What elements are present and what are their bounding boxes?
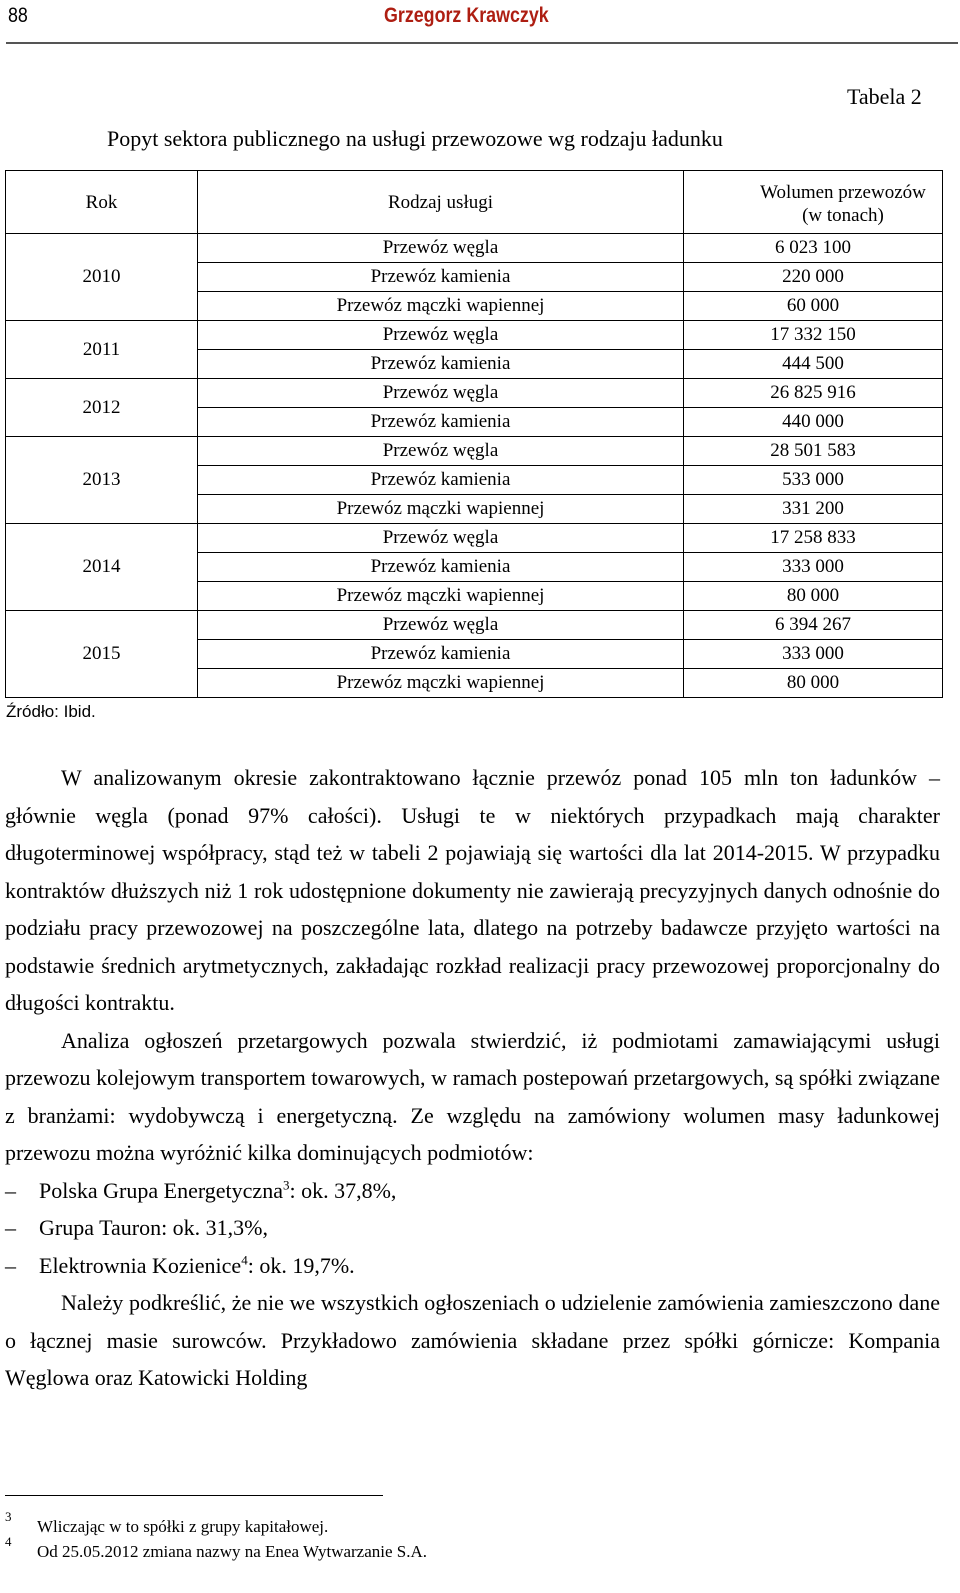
author-name: Grzegorz Krawczyk [384,4,549,27]
col-header-rodzaj: Rodzaj usługi [198,171,684,234]
year-cell: 2012 [6,379,198,437]
volume-cell: 440 000 [684,408,943,437]
paragraph-3: Należy podkreślić, że nie we wszystkich ogłoszeniach o udzielenie zamówienia zamieszczono dane o łącznej masie surowców. Przykładowo zamówienia składane przez spółki górnicze: Kompania Węglowa oraz Katowicki Holding [5,1290,940,1390]
volume-cell: 80 000 [684,669,943,698]
service-cell: Przewóz kamienia [198,553,684,582]
year-cell: 2015 [6,611,198,698]
table-row [6,437,943,466]
volume-cell: 80 000 [684,582,943,611]
volume-cell: 17 332 150 [684,321,943,350]
table-row [6,379,943,408]
volume-cell: 220 000 [684,263,943,292]
list-dash: – [5,1177,16,1203]
table-row [6,321,943,350]
service-cell: Przewóz węgla [198,321,684,350]
col-header-rok: Rok [6,171,198,234]
volume-cell: 26 825 916 [684,379,943,408]
service-cell: Przewóz kamienia [198,350,684,379]
page-number: 88 [8,4,28,27]
list-item-text: Grupa Tauron: ok. 31,3%, [39,1215,269,1240]
paragraph-2: Analiza ogłoszeń przetargowych pozwala stwierdzić, iż podmiotami zamawiającymi usługi przewozu kolejowym transportem towarowych, w ramach postepowań przetargowych, są spółki związane z branżami: wydobywczą i energetyczną. Ze względu na zamówiony wolumen masy ładunkowej przewozu można wyróżnić kilka dominujących podmiotów: [5,1027,940,1165]
table-row [6,611,943,640]
list-item [5,1247,940,1285]
col-header-wolumen-line2: (w tonach) [802,205,884,226]
footnote-number: 3 [5,1509,12,1524]
service-cell: Przewóz węgla [198,524,684,553]
year-cell: 2013 [6,437,198,524]
volume-cell: 533 000 [684,466,943,495]
volume-cell: 333 000 [684,640,943,669]
body-text [5,759,940,1397]
service-cell: Przewóz mączki wapiennej [198,495,684,524]
volume-cell: 60 000 [684,292,943,321]
table-label: Tabela 2 [847,84,922,109]
list-item [5,1172,940,1210]
year-cell: 2014 [6,524,198,611]
table-source: Źródło: Ibid. [6,702,96,721]
paragraph-1: W analizowanym okresie zakontraktowano łącznie przewóz ponad 105 mln ton ładunków – głównie węgla (ponad 97% całości). Usługi te w niektórych przypadkach mają charakter długoterminowej współpracy, stąd też w tabeli 2 pojawiają się wartości dla lat 2014-2015. W przypadku kontraktów dłuższych niż 1 rok udostępnione dokumenty nie zawierają precyzyjnych danych odnośnie do podziału pracy przewozowej na poszczególne lata, dlatego na potrzeby badawcze przyjęto wartości na podstawie średnich arytmetycznych, zakładając rozkład realizacji pracy przewozowej proporcjonalny do długości kontraktu. [5,765,940,1015]
volume-cell: 6 394 267 [684,611,943,640]
list-item-rest: : ok. 37,8%, [289,1177,397,1203]
service-cell: Przewóz mączki wapiennej [198,582,684,611]
data-table [5,170,943,698]
footnote-number: 4 [5,1534,12,1549]
table-row [6,524,943,553]
service-cell: Przewóz kamienia [198,263,684,292]
volume-cell: 331 200 [684,495,943,524]
col-header-wolumen-line1: Wolumen przewozów [760,182,926,203]
list-item-text: Elektrownia Kozienice [39,1252,242,1278]
footnote-ref: 4 [241,1252,248,1268]
list-item [5,1209,940,1247]
service-cell: Przewóz mączki wapiennej [198,669,684,698]
year-cell: 2010 [6,234,198,321]
service-cell: Przewóz węgla [198,234,684,263]
service-cell: Przewóz mączki wapiennej [198,292,684,321]
footnote-ref: 3 [282,1177,290,1193]
service-cell: Przewóz węgla [198,437,684,466]
service-cell: Przewóz kamienia [198,466,684,495]
list-dash: – [5,1252,16,1278]
list-dash: – [5,1215,16,1240]
footnote-text: Wliczając w to spółki z grupy kapitałowej. [37,1517,329,1536]
service-cell: Przewóz kamienia [198,640,684,669]
table-header-row [6,171,943,234]
list-item-rest: : ok. 19,7%. [247,1252,355,1278]
col-header-wolumen [684,171,943,234]
year-cell: 2011 [6,321,198,379]
footnote-text: Od 25.05.2012 zmiana nazwy na Enea Wytwarzanie S.A. [37,1542,428,1561]
page-header [6,0,958,44]
volume-cell: 444 500 [684,350,943,379]
service-cell: Przewóz węgla [198,611,684,640]
volume-cell: 28 501 583 [684,437,943,466]
volume-cell: 6 023 100 [684,234,943,263]
volume-cell: 333 000 [684,553,943,582]
table-row [6,234,943,263]
volume-cell: 17 258 833 [684,524,943,553]
service-cell: Przewóz węgla [198,379,684,408]
list-item-text: Polska Grupa Energetyczna [39,1177,283,1203]
footnote-divider [5,1495,383,1496]
service-cell: Przewóz kamienia [198,408,684,437]
table-title: Popyt sektora publicznego na usługi przewozowe wg rodzaju ładunku [107,126,723,151]
